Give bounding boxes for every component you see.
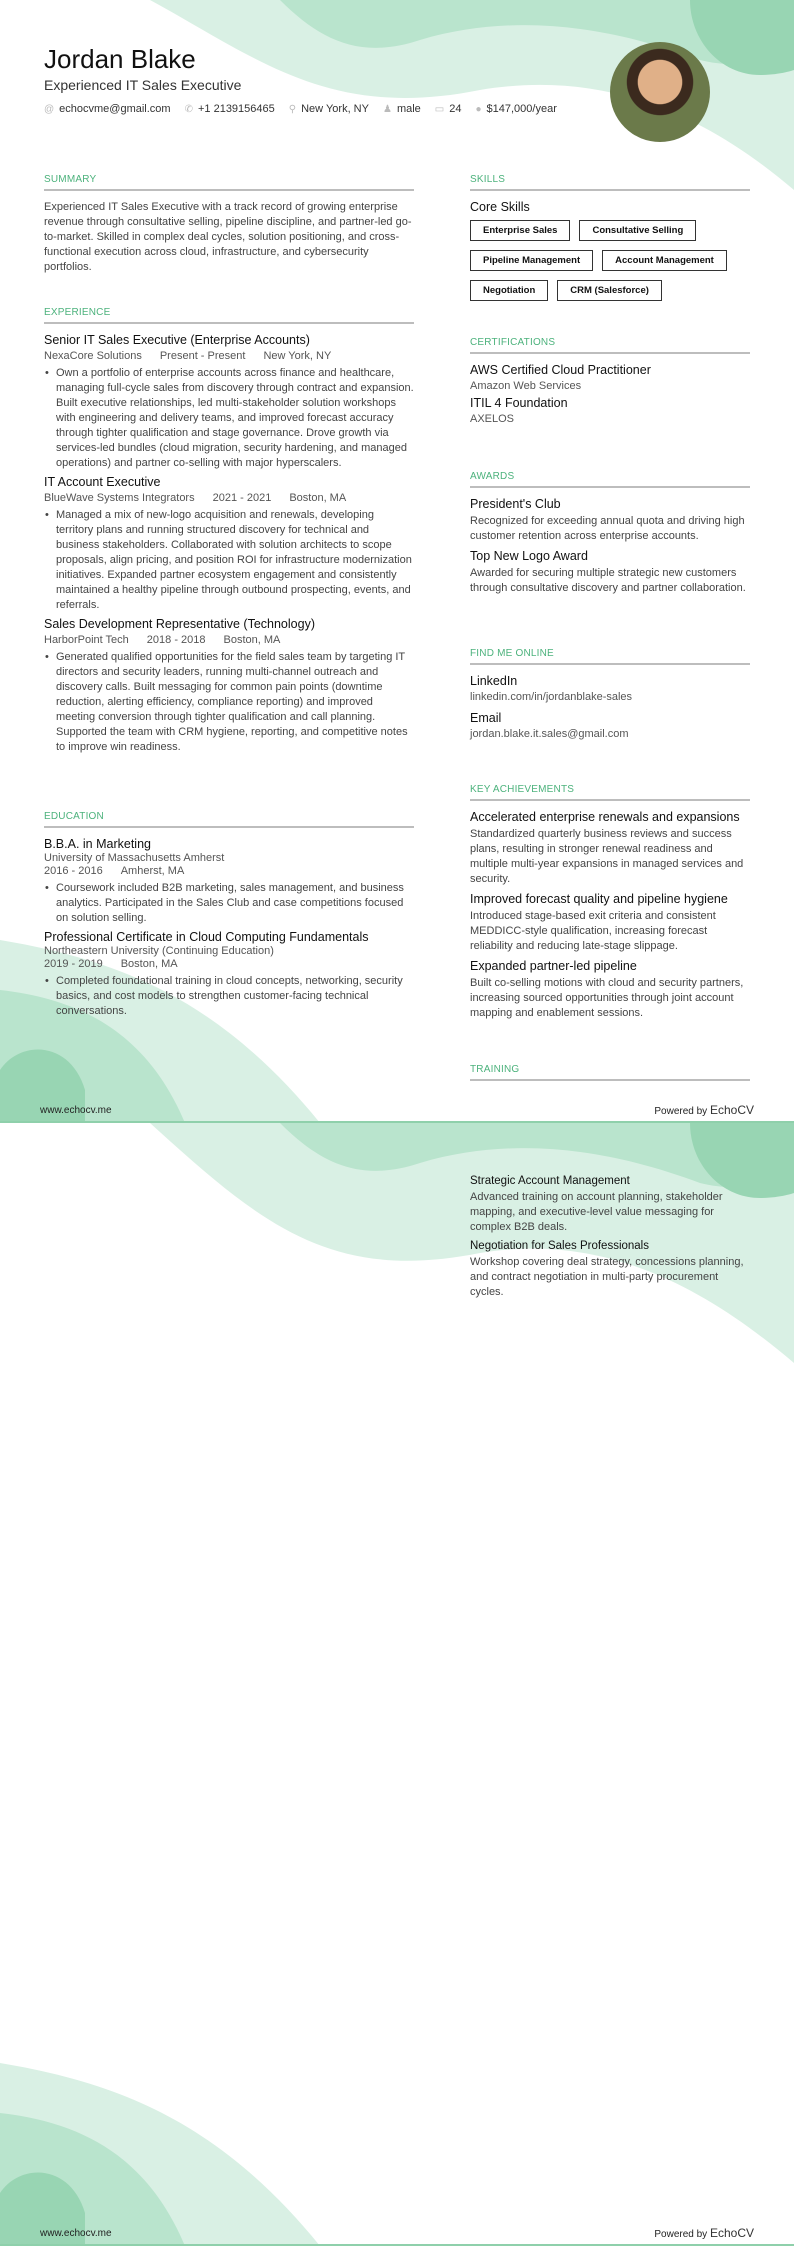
person-icon: ♟ xyxy=(382,104,392,115)
job-bullet: • Own a portfolio of enterprise accounts across finance and healthcare, managing full-cycle sales from discovery through contract and expansion. Built executive relationships, led multi-stakeholder solution workshops with engineering and delivery teams, and improved forecast accuracy through tighter qualification and stage governance. Drove growth via services-led bundles (cloud migration, security hardening, and managed operations) and partner co-selling with major hyperscalers. xyxy=(44,366,414,471)
training-title: Negotiation for Sales Professionals xyxy=(470,1240,649,1252)
job-title: Sales Development Representative (Technology) xyxy=(44,617,315,631)
footer-site[interactable]: www.echocv.me xyxy=(40,1105,112,1116)
location: New York, NY xyxy=(263,350,332,362)
section-heading: FIND ME ONLINE xyxy=(470,648,750,665)
location: Amherst, MA xyxy=(120,865,185,877)
section-heading: SKILLS xyxy=(470,174,750,191)
section-heading: CERTIFICATIONS xyxy=(470,337,750,354)
job-bullet: • Generated qualified opportunities for the field sales team by targeting IT directors and security leaders, running multi-channel outreach and discovery calls. Built messaging for common pain points (downtime reduction, alerting efficiency, compliance reporting) and improved meeting conversion through tighter qualification and call planning. Supported the team with CRM hygiene, reporting, and competitive notes to improve win readiness. xyxy=(44,650,414,755)
achievement-title: Expanded partner-led pipeline xyxy=(470,959,637,973)
achievement-title: Accelerated enterprise renewals and expansions xyxy=(470,810,740,824)
education-item xyxy=(44,930,414,1019)
location: Boston, MA xyxy=(223,634,281,646)
school: Northeastern University (Continuing Education) xyxy=(44,945,274,957)
skills-section xyxy=(470,174,750,301)
skill-tag: Consultative Selling xyxy=(579,220,696,241)
footer-site[interactable]: www.echocv.me xyxy=(40,2228,112,2239)
cert-name: ITIL 4 Foundation xyxy=(470,396,568,410)
degree: B.B.A. in Marketing xyxy=(44,837,151,851)
skill-tag: Negotiation xyxy=(470,280,548,301)
at-icon: @ xyxy=(44,104,55,115)
company: HarborPoint Tech xyxy=(44,634,129,646)
dates: 2016 - 2016 xyxy=(44,865,103,877)
company: NexaCore Solutions xyxy=(44,350,142,362)
skill-tag: Account Management xyxy=(602,250,727,271)
education-item xyxy=(44,837,414,926)
online-section xyxy=(470,648,750,744)
training-section-continued xyxy=(470,1175,750,1305)
skills-group-title: Core Skills xyxy=(470,200,530,214)
job-bullet: • Managed a mix of new-logo acquisition and renewals, developing territory plans and running structured discovery for technical and business stakeholders. Collaborated with solution architects to scope proposals, align pricing, and position ROI for infrastructure modernization initiatives. Expanded partner ecosystem engagement and consistently maintained a healthy pipeline through outbound prospecting, events, and referrals. xyxy=(44,508,414,613)
cert-issuer: AXELOS xyxy=(470,413,515,425)
training-desc: Workshop covering deal strategy, concessions planning, and contract negotiation in multi-party procurement cycles. xyxy=(470,1256,744,1298)
degree: Professional Certificate in Cloud Computing Fundamentals xyxy=(44,930,369,944)
experience-section xyxy=(44,307,414,759)
contact-phone: ✆ +1 2139156465 xyxy=(184,103,275,115)
section-heading: TRAINING xyxy=(470,1064,750,1081)
education-section xyxy=(44,811,414,1023)
candidate-title: Experienced IT Sales Executive xyxy=(44,77,242,93)
contact-email: @ echocvme@gmail.com xyxy=(44,103,171,115)
profile-photo xyxy=(610,42,710,142)
skill-tags xyxy=(470,220,750,301)
location: Boston, MA xyxy=(289,492,347,504)
email-link[interactable]: jordan.blake.it.sales@gmail.com xyxy=(470,728,629,740)
location-icon: ⚲ xyxy=(288,104,297,115)
cert-name: AWS Certified Cloud Practitioner xyxy=(470,363,651,377)
award-name: Top New Logo Award xyxy=(470,549,588,563)
dates: 2021 - 2021 xyxy=(212,492,272,504)
footer-powered xyxy=(654,1103,754,1117)
contact-bar xyxy=(44,103,557,115)
section-heading: KEY ACHIEVEMENTS xyxy=(470,784,750,801)
candidate-name: Jordan Blake xyxy=(44,44,196,74)
section-heading: EXPERIENCE xyxy=(44,307,414,324)
skill-tag: CRM (Salesforce) xyxy=(557,280,662,301)
contact-age: ▭ 24 xyxy=(434,103,462,115)
contact-salary: ● $147,000/year xyxy=(475,103,557,115)
certifications-section xyxy=(470,337,750,429)
powered-label: Powered by xyxy=(654,2229,708,2240)
dollar-icon: ● xyxy=(475,104,482,115)
skill-tag: Pipeline Management xyxy=(470,250,593,271)
achievement-desc: Built co-selling motions with cloud and security partners, increasing sourced opportunities through joint account mapping and enablement sessions. xyxy=(470,977,744,1019)
job-title: IT Account Executive xyxy=(44,475,161,489)
dates: 2019 - 2019 xyxy=(44,958,103,970)
experience-item xyxy=(44,617,414,755)
training-title: Strategic Account Management xyxy=(470,1175,630,1187)
award-name: President's Club xyxy=(470,497,561,511)
online-label: Email xyxy=(470,711,502,725)
experience-item xyxy=(44,333,414,471)
powered-label: Powered by xyxy=(654,1106,708,1117)
achievement-desc: Introduced stage-based exit criteria and consistent MEDDICC-style qualification, increasing forecast reliability and reducing late-stage slippage. xyxy=(470,910,716,952)
summary-text: Experienced IT Sales Executive with a track record of growing enterprise revenue through consultative selling, pipeline discipline, and partner-led go-to-market. Skilled in complex deal cycles, solution positioning, and cross-functional execution across cloud, infrastructure, and cybersecurity portfolios. xyxy=(44,201,412,273)
resume-page-2 xyxy=(0,1123,794,2246)
phone-icon: ✆ xyxy=(184,104,193,115)
contact-location: ⚲ New York, NY xyxy=(288,103,369,115)
section-heading: SUMMARY xyxy=(44,174,414,191)
calendar-icon: ▭ xyxy=(434,104,445,115)
award-desc: Awarded for securing multiple strategic new customers through consultative discovery and partner collaboration. xyxy=(470,567,746,594)
online-label: LinkedIn xyxy=(470,674,518,688)
training-section xyxy=(470,1064,750,1090)
linkedin-link[interactable]: linkedin.com/in/jordanblake-sales xyxy=(470,691,633,703)
award-desc: Recognized for exceeding annual quota and driving high customer retention across enterprise accounts. xyxy=(470,515,745,542)
section-heading: AWARDS xyxy=(470,471,750,488)
achievements-section xyxy=(470,784,750,1026)
achievement-desc: Standardized quarterly business reviews and success plans, resulting in stronger renewal readiness and multiple multi-year expansions in managed services and security. xyxy=(470,828,744,885)
dates: 2018 - 2018 xyxy=(146,634,206,646)
contact-gender: ♟ male xyxy=(382,103,421,115)
education-bullet: • Completed foundational training in cloud concepts, networking, security basics, and cost models to strengthen customer-facing technical conversations. xyxy=(44,974,414,1019)
awards-section xyxy=(470,471,750,601)
company: BlueWave Systems Integrators xyxy=(44,492,195,504)
achievement-title: Improved forecast quality and pipeline hygiene xyxy=(470,892,728,906)
job-title: Senior IT Sales Executive (Enterprise Accounts) xyxy=(44,333,310,347)
brand-logo: EchoCV xyxy=(709,2226,754,2240)
summary-section xyxy=(44,174,414,280)
location: Boston, MA xyxy=(120,958,178,970)
footer-powered xyxy=(654,2226,754,2240)
brand-logo: EchoCV xyxy=(709,1103,754,1117)
training-desc: Advanced training on account planning, stakeholder mapping, and executive-level value messaging for complex B2B deals. xyxy=(470,1191,723,1233)
dates: Present - Present xyxy=(159,350,246,362)
experience-item xyxy=(44,475,414,613)
section-heading: EDUCATION xyxy=(44,811,414,828)
skill-tag: Enterprise Sales xyxy=(470,220,570,241)
school: University of Massachusetts Amherst xyxy=(44,852,225,864)
education-bullet: • Coursework included B2B marketing, sales management, and business analytics. Participated in the Sales Club and case competitions focused on solution selling. xyxy=(44,881,414,926)
cert-issuer: Amazon Web Services xyxy=(470,380,582,392)
